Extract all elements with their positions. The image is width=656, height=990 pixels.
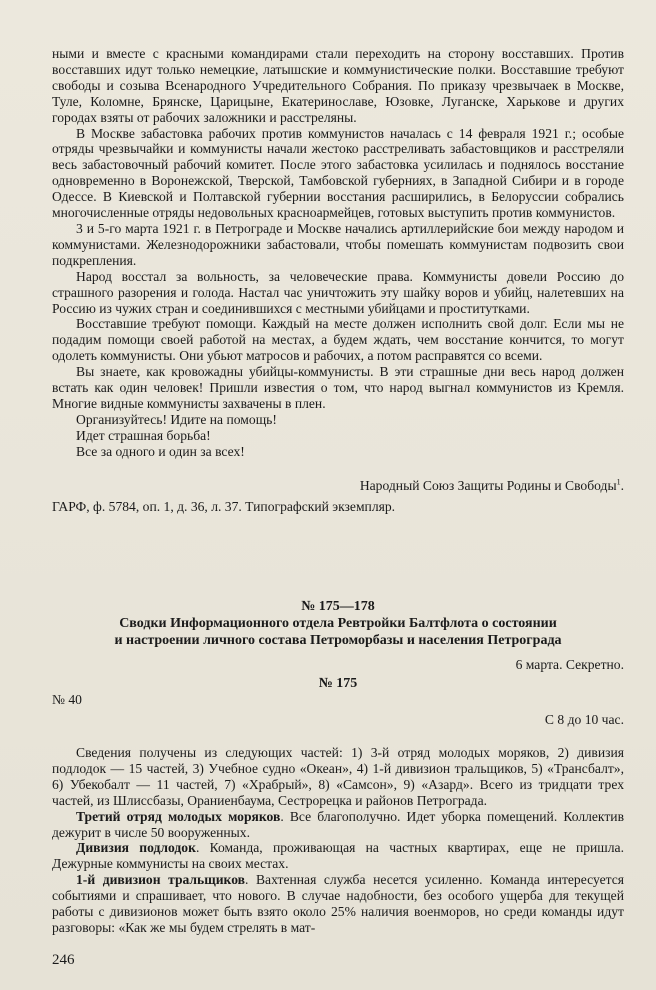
- paragraph: Восставшие требуют помощи. Каждый на месте должен исполнить свой долг. Если мы не подадим помощи своей работой на местах, а будем ждать, чем восстание кончится, то могут одолеть коммунисты. Они убьют матросов и рабочих, а потом расправятся со всеми.: [52, 316, 624, 364]
- appeal-line: Все за одного и один за всех!: [76, 443, 245, 459]
- paragraph: Народ восстал за вольность, за человеческие права. Коммунисты довели Россию до страшного разорения и голода. Настал час уничтожить эту шайку воров и убийц, налетевших на Россию из чужих стран и соединившихся с местными убийцами и проститутками.: [52, 268, 624, 316]
- document-number: № 175: [318, 676, 358, 691]
- paragraph: Вы знаете, как кровожадны убийцы-коммунисты. В эти страшные дни весь народ должен встать как один человек! Пришли известия о том, что народ выгнал коммунистов из Кремля. Многие видные коммунисты захвачены в плен.: [52, 364, 624, 411]
- report-text: [52, 745, 624, 936]
- document-number-range: № 175—178: [301, 599, 375, 614]
- archive-source: ГАРФ, ф. 5784, оп. 1, д. 36, л. 37. Типографский экземпляр.: [52, 499, 396, 515]
- appeal-line: Идет страшная борьба!: [76, 427, 211, 443]
- paragraph: Сведения получены из следующих частей: 1) 3-й отряд молодых моряков, 2) дивизия подлодок — 15 частей, 3) Учебное судно «Океан», 4) 1-й дивизион тральщиков, 5) «Трансбалт», 6) Убекобалт — 11 частей, 7) «Храбрый», 8) «Самсон», 9) «Азард». Всего из тридцати трех частей, из Шлиссбазы, Ораниенбаума, Сестрорецка и районов Петрограда.: [52, 745, 624, 808]
- paragraph: 1-й дивизион тральщиков. Вахтенная служба несется усиленно. Команда интересуется событиями и спрашивает, что нового. В случае надобности, без особого ущерба для текущей работы с дивизионов может быть взято около 25% наличия военморов, но среди команды идут разговоры: «Как же мы будем стрелять в мат-: [52, 872, 625, 935]
- section-title-line: и настроении личного состава Петроморбазы и населения Петрограда: [114, 633, 562, 648]
- appeal-line: Организуйтесь! Идите на помощь!: [76, 411, 277, 427]
- report-time: С 8 до 10 час.: [544, 712, 624, 727]
- paragraph: Дивизия подлодок. Команда, проживающая на частных квартирах, еще не пришла. Дежурные коммунисты на своих местах.: [52, 840, 624, 872]
- paragraph: Третий отряд молодых моряков. Все благополучно. Идет уборка помещений. Коллектив дежурит в числе 50 вооруженных.: [52, 808, 624, 840]
- footnote-marker: 1: [616, 477, 621, 487]
- section-header: [52, 598, 624, 728]
- proclamation-text: [52, 46, 624, 515]
- paragraph: 3 и 5-го марта 1921 г. в Петрограде и Москве начались артиллерийские бои между народом и коммунистами. Железнодорожники забастовали, чтобы помешать коммунистам подвозить свои подкрепления.: [52, 220, 624, 268]
- page-number: 246: [52, 952, 75, 968]
- document-date: 6 марта. Секретно.: [515, 657, 624, 672]
- section-title-line: Сводки Информационного отдела Ревтройки Балтфлота о состоянии: [119, 616, 557, 631]
- paragraph: В Москве забастовка рабочих против коммунистов началась с 14 февраля 1921 г.; особые отряды чрезвычайки и коммунисты начали жестоко расстреливать забастовщиков и расстреляли весь забастовочный рабочий комитет. После этого забастовка усилилась и поднялось восстание одновременно в Воронежской, Тверской, Тамбовской губерниях, в Западной Сибири и в городе Одессе. В Киевской и Полтавской губернии восстания расширились, в Белоруссии собрались многочисленные отряды недовольных красноармейцев, готовых выступить против коммунистов.: [52, 125, 624, 221]
- report-number: № 40: [52, 692, 82, 707]
- signature: Народный Союз Защиты Родины и Свободы$^1$.: [359, 477, 624, 493]
- paragraph: ными и вместе с красными командирами стали переходить на сторону восставших. Против восставших идут только немецкие, латышские и коммунистические полки. Восставшие требуют свободы и созыва Всенародного Учредительного Собрания. По приказу чрезвычаек в Москве, Туле, Коломне, Брянске, Царицыне, Екатеринославе, Юзовке, Луганске, Харькове и других городах взяты от рабочих заложники и расстреляны.: [52, 46, 624, 125]
